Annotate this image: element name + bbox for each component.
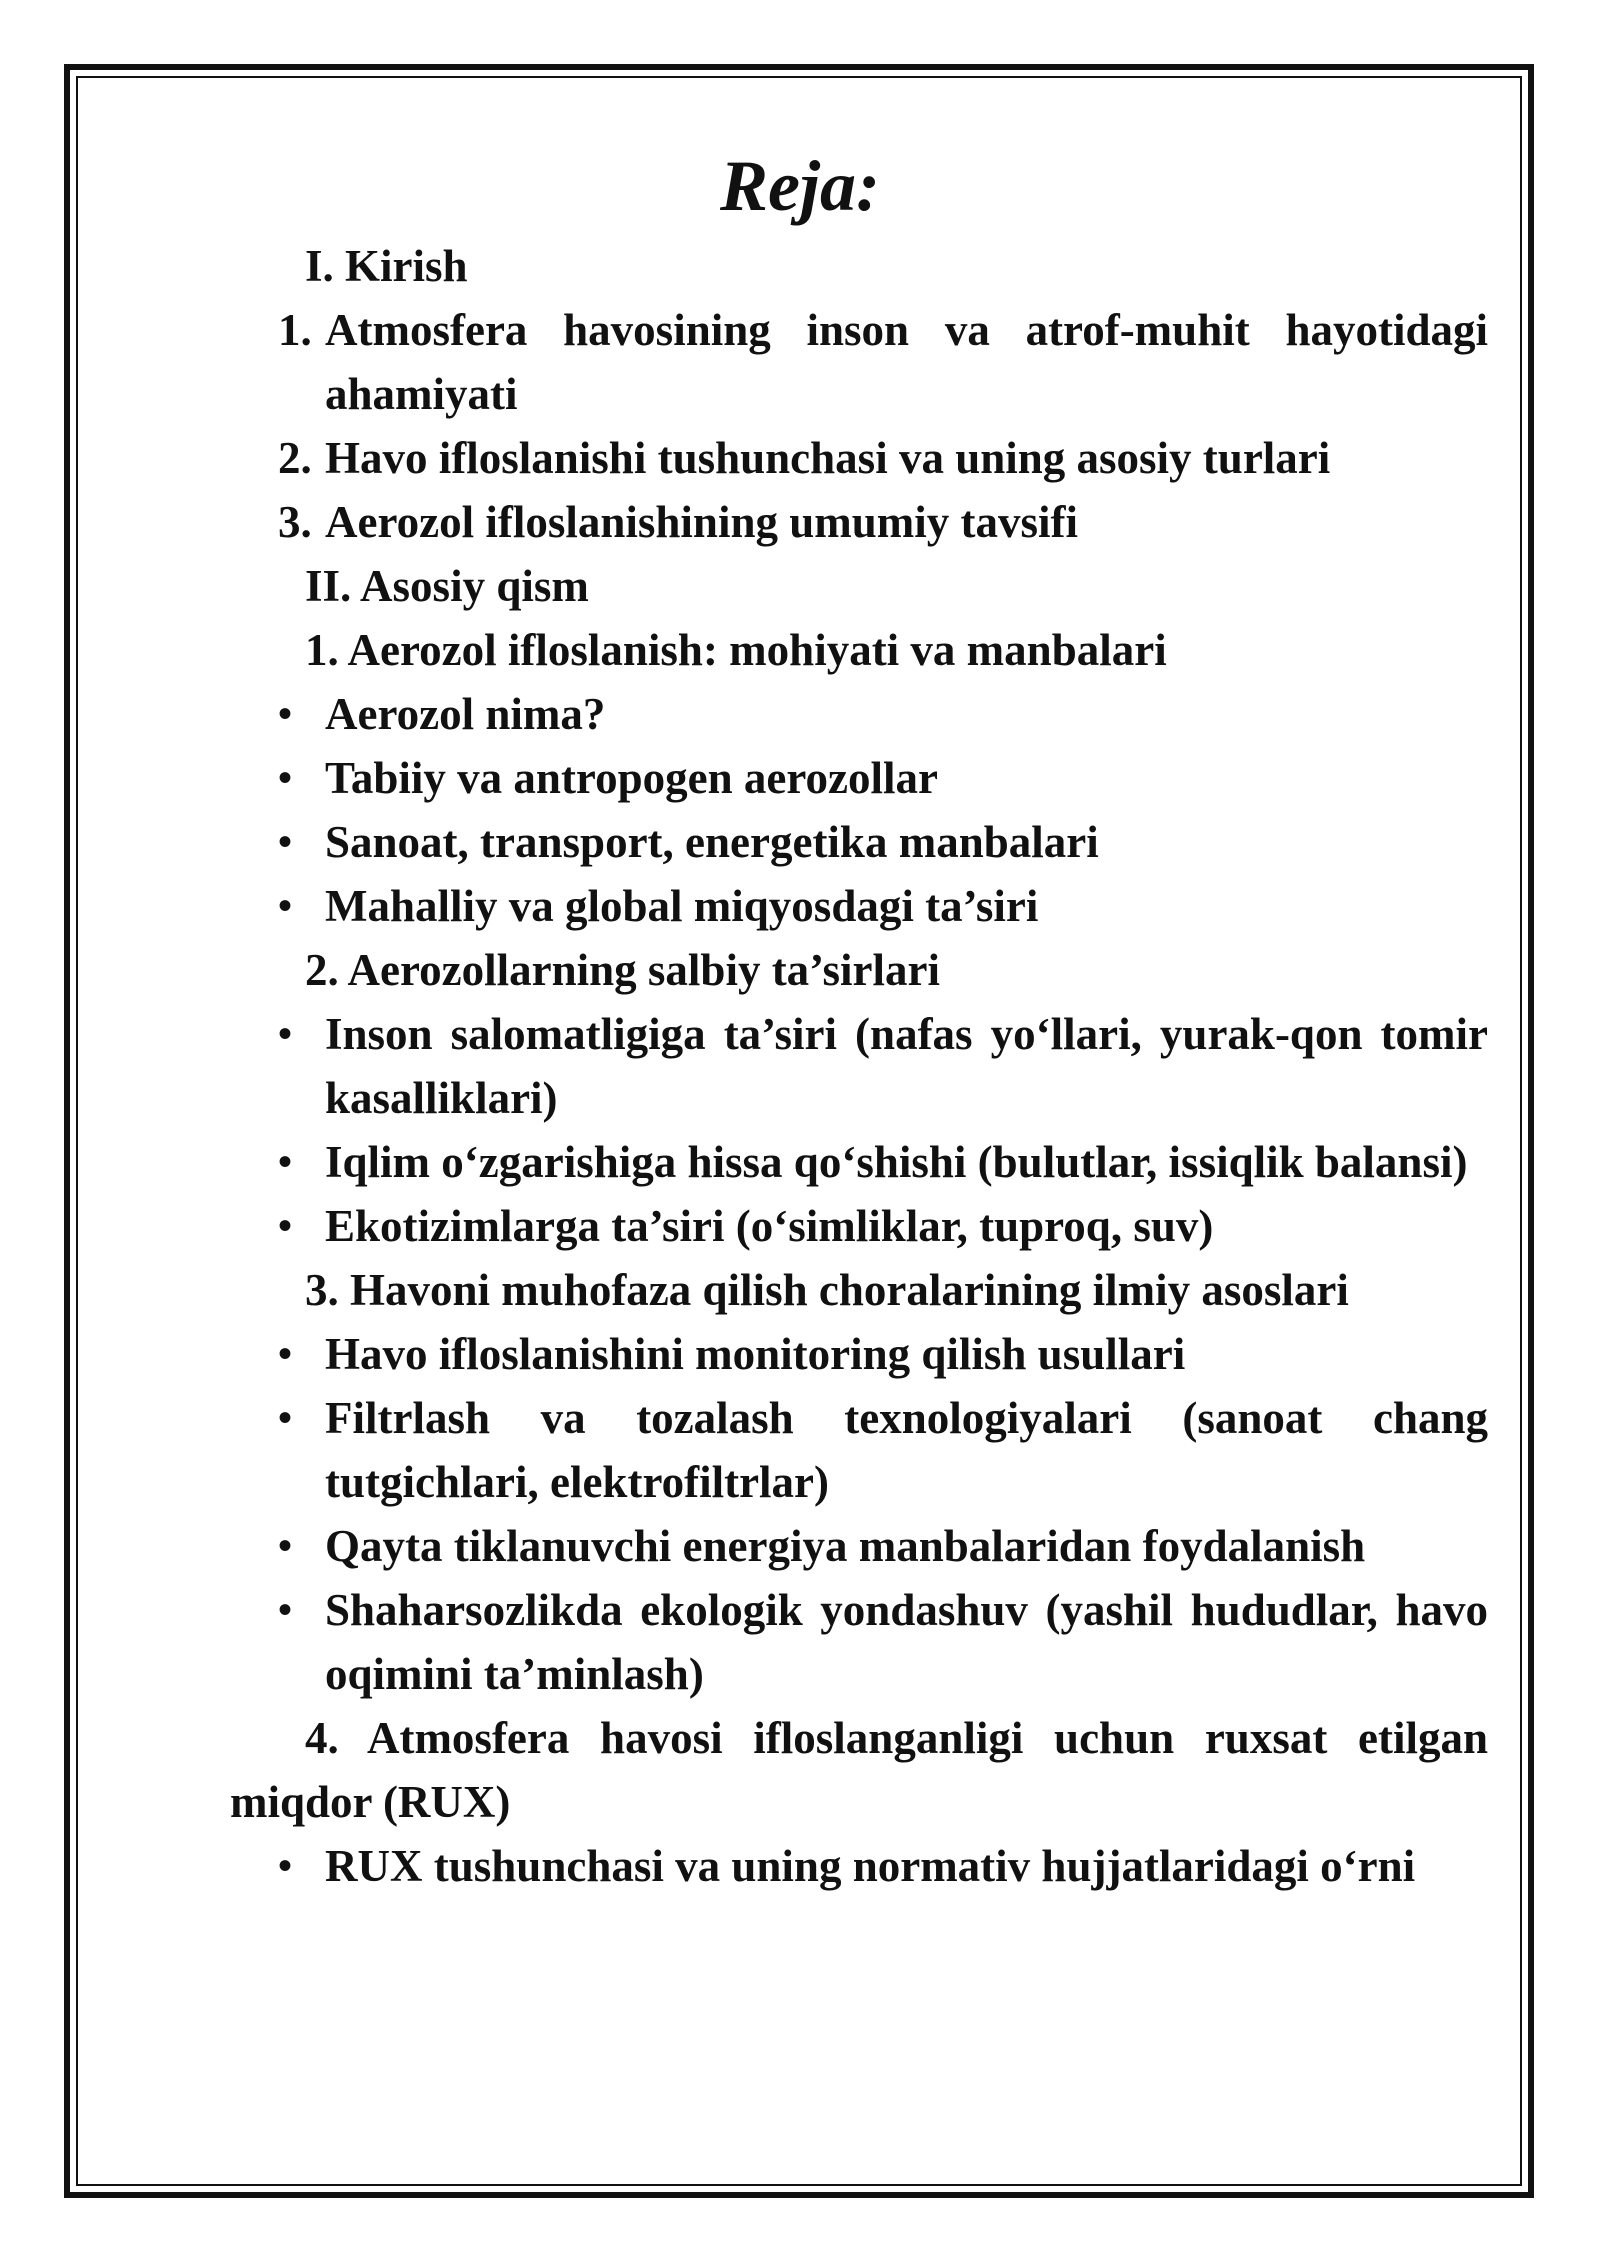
bullet-icon: •	[278, 1203, 293, 1248]
list-item	[230, 1578, 1488, 1706]
list-item	[230, 1834, 1488, 1898]
item-text: Iqlim o‘zgarishiga hissa qo‘shishi (bulutlar, issiqlik balansi)	[325, 1137, 1468, 1187]
bullet-icon: •	[278, 1587, 293, 1632]
item-text: Sanoat, transport, energetika manbalari	[325, 817, 1099, 867]
list-item	[230, 1002, 1488, 1130]
intro-item-2	[230, 426, 1488, 490]
item-text: Qayta tiklanuvchi energiya manbalaridan foydalanish	[325, 1521, 1366, 1571]
item-text: RUX tushunchasi va uning normativ hujjatlaridagi o‘rni	[325, 1841, 1416, 1891]
item-text: Ekotizimlarga ta’siri (o‘simliklar, tuproq, suv)	[325, 1201, 1214, 1251]
item-number: 1.	[278, 305, 312, 355]
main-heading: II. Asosiy qism	[305, 561, 589, 611]
item-text: Mahalliy va global miqyosdagi ta’siri	[325, 881, 1039, 931]
list-item	[230, 1386, 1488, 1514]
item-text: Aerozol ifloslanishining umumiy tavsifi	[325, 497, 1079, 547]
subsection-3-heading: 3. Havoni muhofaza qilish choralarining ilmiy asoslari	[305, 1265, 1349, 1315]
bullet-icon: •	[278, 1011, 293, 1056]
list-item	[230, 810, 1488, 874]
bullet-icon: •	[278, 755, 293, 800]
bullet-icon: •	[278, 1395, 293, 1440]
list-item	[230, 1194, 1488, 1258]
bullet-icon: •	[278, 691, 293, 736]
item-number: 2.	[278, 433, 312, 483]
item-text: Inson salomatligiga ta’siri (nafas yo‘llari, yurak-qon tomir kasalliklari)	[325, 1009, 1488, 1123]
item-text: Shaharsozlikda ekologik yondashuv (yashil hududlar, havo oqimini ta’minlash)	[325, 1585, 1488, 1699]
subsection-4-heading: 4. Atmosfera havosi ifloslanganligi uchun ruxsat etilgan miqdor (RUX)	[230, 1713, 1488, 1827]
subsection-1-heading: 1. Aerozol ifloslanish: mohiyati va manbalari	[305, 625, 1167, 675]
list-item	[230, 1322, 1488, 1386]
intro-item-1	[230, 298, 1488, 426]
intro-item-3	[230, 490, 1488, 554]
item-number: 3.	[278, 497, 312, 547]
item-text: Aerozol nima?	[325, 689, 606, 739]
item-text: Filtrlash va tozalash texnologiyalari (sanoat chang tutgichlari, elektrofiltrlar)	[325, 1393, 1488, 1507]
bullet-icon: •	[278, 1331, 293, 1376]
intro-heading: I. Kirish	[305, 241, 468, 291]
item-text: Tabiiy va antropogen aerozollar	[325, 753, 938, 803]
plan-content	[230, 234, 1488, 1898]
bullet-icon: •	[278, 819, 293, 864]
bullet-icon: •	[278, 1843, 293, 1888]
bullet-icon: •	[278, 1523, 293, 1568]
bullet-icon: •	[278, 1139, 293, 1184]
bullet-icon: •	[278, 883, 293, 928]
subsection-2-heading: 2. Aerozollarning salbiy ta’sirlari	[305, 945, 940, 995]
item-text: Atmosfera havosining inson va atrof-muhit hayotidagi ahamiyati	[325, 305, 1488, 419]
page-title: Reja:	[720, 146, 880, 226]
item-text: Havo ifloslanishini monitoring qilish usullari	[325, 1329, 1186, 1379]
list-item	[230, 1130, 1488, 1194]
list-item	[230, 1514, 1488, 1578]
list-item	[230, 746, 1488, 810]
list-item	[230, 874, 1488, 938]
item-text: Havo ifloslanishi tushunchasi va uning asosiy turlari	[325, 433, 1331, 483]
list-item	[230, 682, 1488, 746]
